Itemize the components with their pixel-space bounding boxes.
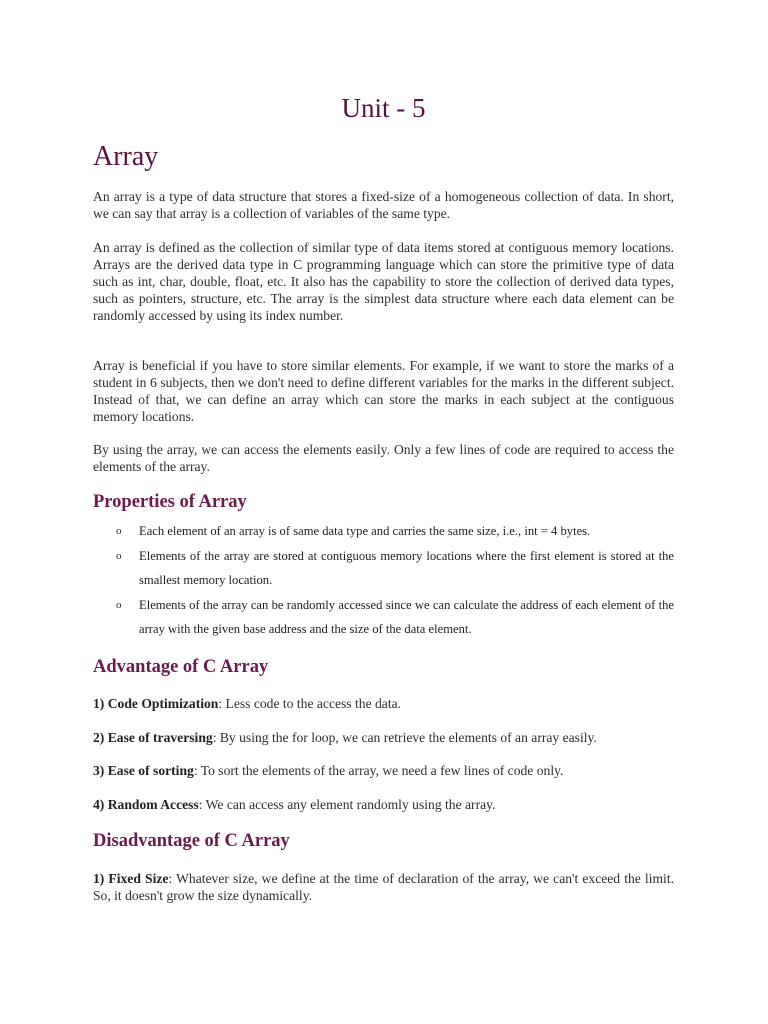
disadvantage-text: : Whatever size, we define at the time of declaration of the array, we can't exceed the limit. So, it doesn't grow the size dynamically.	[93, 871, 674, 903]
advantage-term: 2) Ease of traversing	[93, 730, 213, 745]
advantage-item	[93, 729, 674, 746]
properties-item-text: Elements of the array are stored at contiguous memory locations where the first element is stored at the smallest memory location.	[139, 549, 674, 587]
advantage-text: : By using the for loop, we can retrieve the elements of an array easily.	[212, 730, 597, 745]
disadvantage-item	[93, 870, 674, 904]
properties-list	[93, 519, 674, 642]
advantage-term: 3) Ease of sorting	[93, 763, 194, 778]
advantage-item	[93, 762, 674, 779]
disadvantage-term: 1) Fixed Size	[93, 871, 169, 886]
advantage-item	[93, 695, 674, 712]
advantage-text: : To sort the elements of the array, we need a few lines of code only.	[193, 763, 564, 778]
properties-item-text: Each element of an array is of same data type and carries the same size, i.e., int = 4 bytes.	[139, 524, 591, 538]
disadvantages-heading: Disadvantage of C Array	[93, 831, 290, 851]
advantage-item	[93, 796, 674, 813]
properties-list-item	[93, 544, 674, 592]
advantage-term: 4) Random Access	[93, 797, 199, 812]
properties-item-text: Elements of the array can be randomly accessed since we can calculate the address of each element of the array with the given base address and the size of the data element.	[139, 598, 674, 636]
properties-list-item	[93, 519, 674, 543]
bullet-circle-icon: o	[116, 550, 122, 562]
intro-paragraph-3: Array is beneficial if you have to store similar elements. For example, if we want to store the marks of a student in 6 subjects, then we don't need to define different variables for the marks in the different subject. Instead of that, we can define an array which can store the marks in each subject at the contiguous memory locations.	[93, 358, 674, 424]
intro-paragraph-2: An array is defined as the collection of similar type of data items stored at contiguous memory locations. Arrays are the derived data type in C programming language which can store the primitive type of data such as int, char, double, float, etc. It also has the capability to store the collection of derived data types, such as pointers, structure, etc. The array is the simplest data structure where each data element can be randomly accessed by using its index number.	[93, 240, 674, 323]
properties-list-item	[93, 593, 674, 641]
advantage-text: : Less code to the access the data.	[218, 696, 402, 711]
unit-title: Unit - 5	[341, 93, 426, 123]
advantage-term: 1) Code Optimization	[93, 696, 219, 711]
intro-paragraph-1: An array is a type of data structure that stores a fixed-size of a homogeneous collection of data. In short, we can say that array is a collection of variables of the same type.	[93, 189, 674, 221]
intro-paragraph-4: By using the array, we can access the elements easily. Only a few lines of code are required to access the elements of the array.	[93, 442, 674, 474]
properties-heading: Properties of Array	[93, 492, 247, 512]
bullet-circle-icon: o	[116, 525, 122, 537]
bullet-circle-icon: o	[116, 599, 122, 611]
advantages-heading: Advantage of C Array	[93, 657, 269, 677]
main-heading: Array	[93, 141, 159, 172]
advantage-text: : We can access any element randomly using the array.	[198, 797, 496, 812]
